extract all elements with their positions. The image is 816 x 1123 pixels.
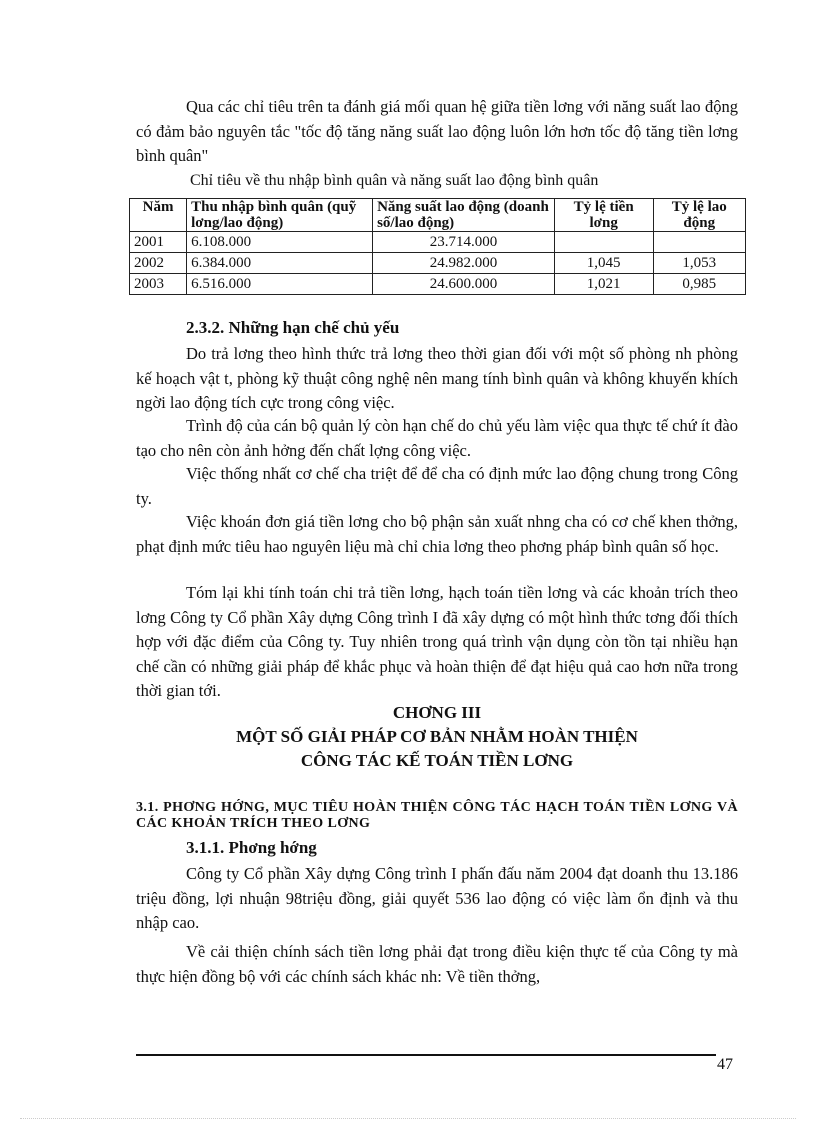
cell-labor-ratio: 1,053: [653, 253, 745, 274]
income-productivity-table: [129, 198, 746, 295]
table-row: [130, 253, 746, 274]
intro-paragraph: Qua các chỉ tiêu trên ta đánh giá mối quan hệ giữa tiền lơng với năng suất lao động có đảm bảo nguyên tắc "tốc độ tăng năng suất lao động luôn lớn hơn tốc độ tăng tiền lơng bình quân": [136, 97, 738, 165]
cell-year: 2002: [130, 253, 187, 274]
header-labor-ratio: Tỷ lệ lao động: [653, 199, 745, 232]
cell-wage-ratio: 1,045: [554, 253, 653, 274]
subsection-heading-3-1-1: 3.1.1. Phơng hớng: [186, 838, 317, 857]
chapter-label: CHƠNG III: [392, 703, 482, 722]
section-heading-2-3-2: 2.3.2. Những hạn chế chủ yếu: [186, 318, 400, 337]
cell-productivity: 24.982.000: [373, 253, 555, 274]
header-income: Thu nhập bình quân (quỹ lơng/lao động): [187, 199, 373, 232]
table-header-row: [130, 199, 746, 232]
body-paragraph: Công ty Cổ phần Xây dựng Công trình I phấn đấu năm 2004 đạt doanh thu 13.186 triệu đồng, lợi nhuận 98triệu đồng, giải quyết 536 lao động có việc làm ổn định và thu nhập cao.: [136, 864, 738, 932]
cell-wage-ratio: [554, 232, 653, 253]
cell-wage-ratio: 1,021: [554, 274, 653, 295]
cell-productivity: 23.714.000: [373, 232, 555, 253]
table-row: [130, 232, 746, 253]
footer-rule: [136, 1054, 716, 1056]
cell-year: 2001: [130, 232, 187, 253]
cell-productivity: 24.600.000: [373, 274, 555, 295]
chapter-title-line-2: CÔNG TÁC KẾ TOÁN TIỀN LƠNG: [300, 751, 574, 770]
cell-income: 6.108.000: [187, 232, 373, 253]
cell-income: 6.516.000: [187, 274, 373, 295]
header-year: Năm: [130, 199, 187, 232]
header-wage-ratio: Tỷ lệ tiền lơng: [554, 199, 653, 232]
body-paragraph: Về cải thiện chính sách tiền lơng phải đạt trong điều kiện thực tế của Công ty mà thực hiện đồng bộ với các chính sách khác nh: Về tiền thởng,: [136, 942, 738, 986]
section-heading-3-1: 3.1. PHƠNG HỚNG, MỤC TIÊU HOÀN THIỆN CÔNG TÁC HẠCH TOÁN TIỀN LƠNG VÀ CÁC KHOẢN TRÍCH THEO LƠNG: [136, 800, 738, 831]
cell-labor-ratio: 0,985: [653, 274, 745, 295]
page-number: 47: [717, 1056, 733, 1073]
body-paragraph: Trình độ của cán bộ quản lý còn hạn chế do chủ yếu làm việc qua thực tế chứ ít đào tạo cho nên còn ảnh hởng đến chất lợng công việc.: [136, 416, 738, 460]
chapter-title-line-1: MỘT SỐ GIẢI PHÁP CƠ BẢN NHẰM HOÀN THIỆN: [236, 727, 638, 746]
body-paragraph: Việc thống nhất cơ chế cha triệt để để cha có định mức lao động chung trong Công ty.: [136, 464, 738, 508]
body-paragraph: Việc khoán đơn giá tiền lơng cho bộ phận sản xuất nhng cha có cơ chế khen thởng, phạt định mức tiêu hao nguyên liệu mà chỉ chia lơng theo phơng pháp bình quân số học.: [136, 512, 738, 556]
body-paragraph: Tóm lại khi tính toán chi trả tiền lơng, hạch toán tiền lơng và các khoản trích theo lơng Công ty Cổ phần Xây dựng Công trình I đã xây dựng có một hình thức tơng đối thích hợp với đặc điểm của Công ty. Tuy nhiên trong quá trình vận dụng còn tồn tại nhiều hạn chế cần có những giải pháp để khắc phục và hoàn thiện để đạt hiệu quả cao hơn nữa trong thời gian tới.: [136, 583, 738, 700]
cell-year: 2003: [130, 274, 187, 295]
cell-labor-ratio: [653, 232, 745, 253]
table-caption: Chỉ tiêu về thu nhập bình quân và năng suất lao động bình quân: [190, 172, 599, 189]
page-edge-divider: [20, 1118, 796, 1119]
header-productivity: Năng suất lao động (doanh số/lao động): [373, 199, 555, 232]
table-row: [130, 274, 746, 295]
cell-income: 6.384.000: [187, 253, 373, 274]
body-paragraph: Do trả lơng theo hình thức trả lơng theo thời gian đối với một số phòng nh phòng kế hoạch vật t, phòng kỹ thuật công nghệ nên mang tính bình quân và không khuyến khích ngời lao động tích cực trong công việc.: [136, 344, 738, 412]
